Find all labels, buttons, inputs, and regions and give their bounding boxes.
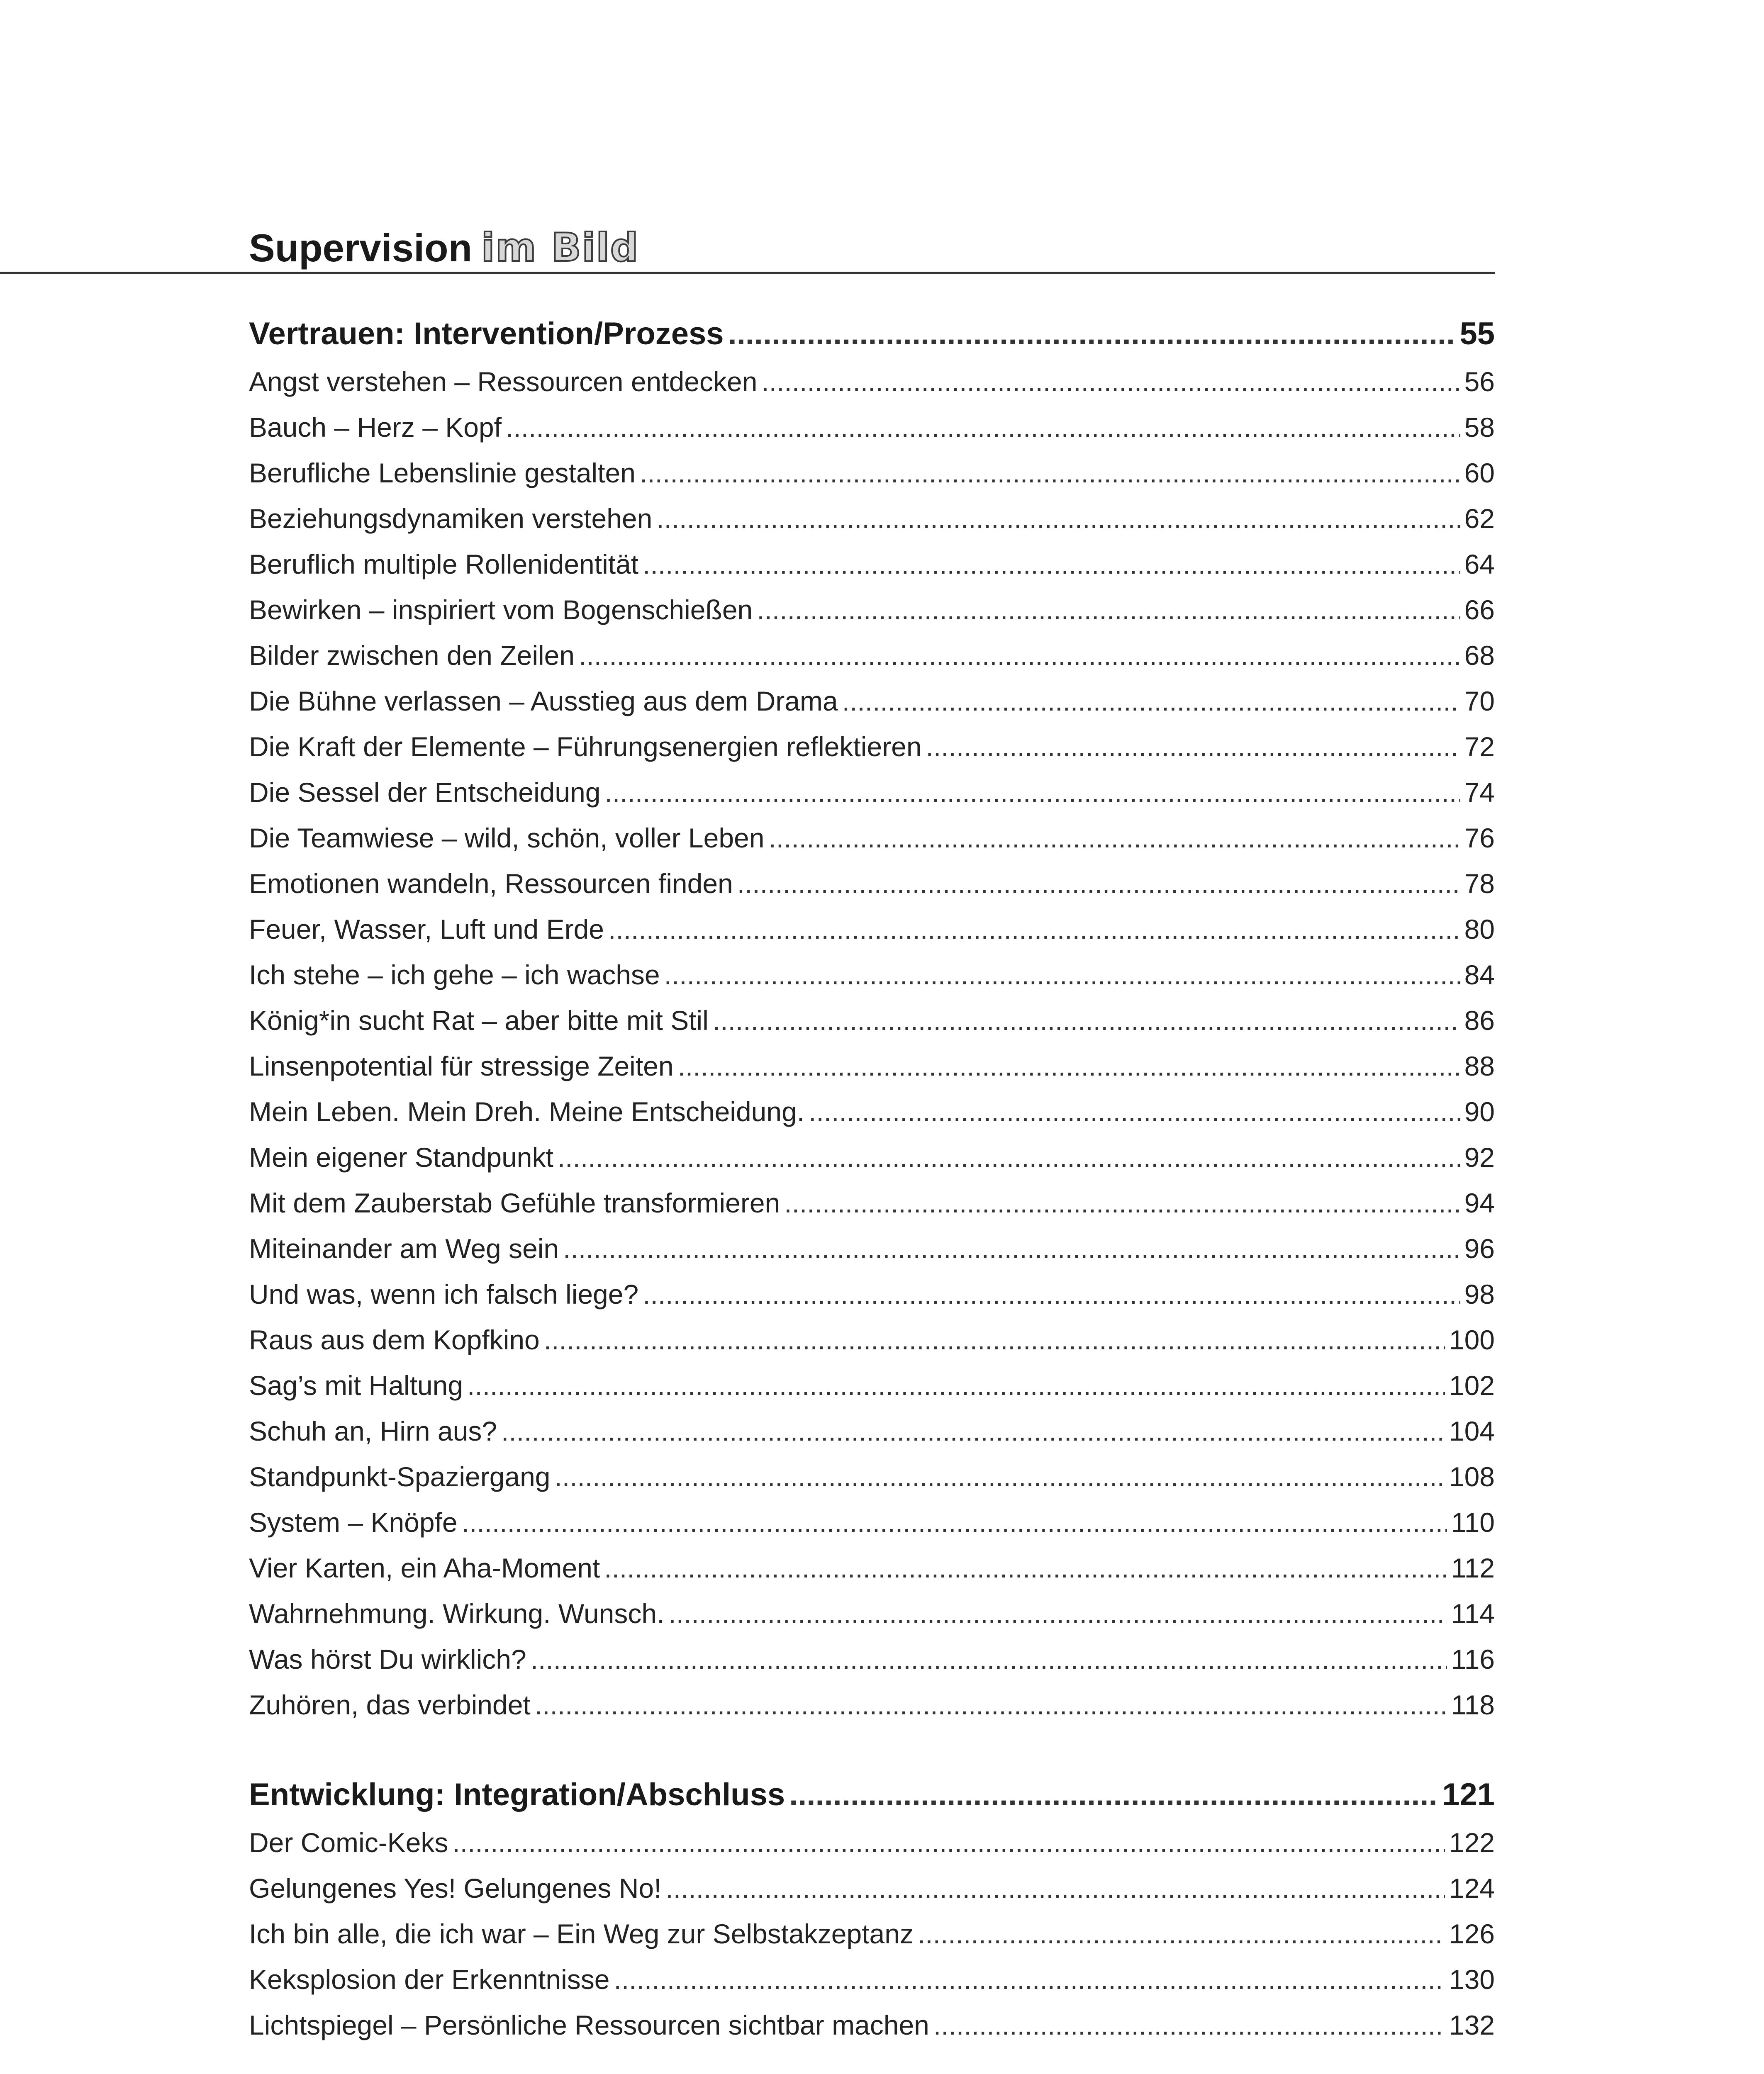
entry-page-number: 94: [1464, 1188, 1495, 1218]
entry-title: Bauch – Herz – Kopf: [249, 412, 502, 443]
entry-title: Raus aus dem Kopfkino: [249, 1324, 540, 1355]
entry-title: System – Knöpfe: [249, 1507, 458, 1538]
entry-title: Beruflich multiple Rollenidentität: [249, 549, 639, 579]
entry-page-number: 62: [1464, 503, 1495, 534]
dot-leader: [579, 633, 1460, 678]
entry-title: Linsenpotential für stressige Zeiten: [249, 1051, 674, 1081]
dot-leader: [452, 1820, 1445, 1865]
toc-entry[interactable]: [249, 906, 1495, 952]
dot-leader: [665, 1865, 1445, 1911]
entry-title: Sag’s mit Haltung: [249, 1370, 463, 1401]
dot-leader: [467, 1363, 1445, 1408]
dot-leader: [614, 1957, 1445, 2002]
entry-page-number: 84: [1464, 959, 1495, 990]
entry-page-number: 74: [1464, 777, 1495, 808]
toc-entry[interactable]: [249, 861, 1495, 906]
book-title: Supervision: [249, 226, 473, 270]
entry-page-number: 92: [1464, 1142, 1495, 1173]
toc-entry[interactable]: [249, 359, 1495, 404]
toc-section: [249, 309, 1495, 1728]
toc-section-heading: [249, 1770, 1495, 1820]
dot-leader: [544, 1317, 1445, 1363]
section-page-number: 121: [1442, 1777, 1495, 1812]
entry-title: Berufliche Lebenslinie gestalten: [249, 458, 636, 488]
entry-page-number: 70: [1464, 686, 1495, 716]
entry-page-number: 58: [1464, 412, 1495, 443]
toc-entry[interactable]: [249, 769, 1495, 815]
toc-entry[interactable]: [249, 1591, 1495, 1636]
dot-leader: [664, 952, 1460, 998]
entry-page-number: 122: [1449, 1827, 1495, 1858]
entry-page-number: 104: [1449, 1416, 1495, 1446]
toc-entry[interactable]: [249, 450, 1495, 496]
entry-title: Feuer, Wasser, Luft und Erde: [249, 914, 604, 944]
table-of-contents: [249, 309, 1495, 2048]
entry-title: Was hörst Du wirklich?: [249, 1644, 526, 1675]
entry-title: Bewirken – inspiriert vom Bogenschießen: [249, 594, 753, 625]
entry-title: Bilder zwischen den Zeilen: [249, 640, 575, 671]
toc-entry[interactable]: [249, 998, 1495, 1043]
dot-leader: [728, 309, 1456, 359]
entry-title: Mit dem Zauberstab Gefühle transformieren: [249, 1188, 780, 1218]
entry-page-number: 90: [1464, 1096, 1495, 1127]
dot-leader: [713, 998, 1460, 1043]
dot-leader: [789, 1770, 1438, 1820]
entry-page-number: 64: [1464, 549, 1495, 579]
toc-entry[interactable]: [249, 496, 1495, 541]
entry-title: Wahrnehmung. Wirkung. Wunsch.: [249, 1598, 665, 1629]
entry-page-number: 68: [1464, 640, 1495, 671]
entry-title: Ich stehe – ich gehe – ich wachse: [249, 959, 660, 990]
toc-entry[interactable]: [249, 587, 1495, 633]
toc-entry[interactable]: [249, 1865, 1495, 1911]
dot-leader: [643, 1271, 1460, 1317]
toc-entry[interactable]: [249, 1363, 1495, 1408]
entry-page-number: 78: [1464, 868, 1495, 899]
entry-page-number: 114: [1451, 1598, 1495, 1629]
toc-entry[interactable]: [249, 952, 1495, 998]
toc-entry[interactable]: [249, 1545, 1495, 1591]
dot-leader: [531, 1636, 1447, 1682]
entry-title: Die Bühne verlassen – Ausstieg aus dem Drama: [249, 686, 838, 716]
entry-title: Mein eigener Standpunkt: [249, 1142, 553, 1173]
entry-title: Keksplosion der Erkenntnisse: [249, 1964, 610, 1995]
entry-page-number: 66: [1464, 594, 1495, 625]
header-divider: [0, 272, 1495, 274]
toc-entry[interactable]: [249, 724, 1495, 769]
entry-title: Gelungenes Yes! Gelungenes No!: [249, 1873, 662, 1904]
toc-entry[interactable]: [249, 1957, 1495, 2002]
section-page-number: 55: [1459, 316, 1495, 351]
toc-entry[interactable]: [249, 2002, 1495, 2048]
dot-leader: [678, 1043, 1460, 1089]
entry-page-number: 132: [1449, 2010, 1495, 2040]
dot-leader: [555, 1454, 1445, 1500]
dot-leader: [501, 1408, 1445, 1454]
entry-page-number: 88: [1464, 1051, 1495, 1081]
toc-entry[interactable]: [249, 1271, 1495, 1317]
dot-leader: [918, 1911, 1445, 1957]
entry-title: Die Sessel der Entscheidung: [249, 777, 601, 808]
entry-page-number: 86: [1464, 1005, 1495, 1036]
dot-leader: [605, 769, 1460, 815]
book-title-accent: im Bild: [481, 225, 639, 270]
entry-title: Die Teamwiese – wild, schön, voller Leben: [249, 823, 765, 853]
toc-entry[interactable]: [249, 1134, 1495, 1180]
entry-title: Angst verstehen – Ressourcen entdecken: [249, 366, 758, 397]
running-header: [249, 209, 639, 268]
toc-entry[interactable]: [249, 1911, 1495, 1957]
entry-title: Emotionen wandeln, Ressourcen finden: [249, 868, 733, 899]
entry-page-number: 110: [1451, 1507, 1495, 1538]
entry-page-number: 102: [1449, 1370, 1495, 1401]
entry-title: Mein Leben. Mein Dreh. Meine Entscheidung.: [249, 1096, 805, 1127]
toc-entry[interactable]: [249, 1820, 1495, 1865]
toc-section-heading: [249, 309, 1495, 359]
entry-page-number: 72: [1464, 731, 1495, 762]
toc-entry[interactable]: [249, 1636, 1495, 1682]
dot-leader: [842, 678, 1460, 724]
entry-page-number: 126: [1449, 1918, 1495, 1949]
entry-page-number: 80: [1464, 914, 1495, 944]
entry-title: Zuhören, das verbindet: [249, 1689, 531, 1720]
toc-entry[interactable]: [249, 1317, 1495, 1363]
entry-title: Beziehungsdynamiken verstehen: [249, 503, 653, 534]
entry-title: König*in sucht Rat – aber bitte mit Stil: [249, 1005, 709, 1036]
toc-entry[interactable]: [249, 815, 1495, 861]
toc-entry[interactable]: [249, 1226, 1495, 1271]
toc-entry[interactable]: [249, 1089, 1495, 1134]
dot-leader: [809, 1089, 1460, 1134]
dot-leader: [933, 2002, 1445, 2048]
entry-page-number: 76: [1464, 823, 1495, 853]
entry-title: Lichtspiegel – Persönliche Ressourcen sichtbar machen: [249, 2010, 929, 2040]
dot-leader: [784, 1180, 1460, 1226]
dot-leader: [558, 1134, 1460, 1180]
dot-leader: [643, 541, 1460, 587]
dot-leader: [761, 359, 1460, 404]
toc-entry[interactable]: [249, 1500, 1495, 1545]
entry-title: Vier Karten, ein Aha-Moment: [249, 1553, 600, 1583]
entry-page-number: 130: [1449, 1964, 1495, 1995]
toc-entry[interactable]: [249, 1408, 1495, 1454]
toc-entry[interactable]: [249, 541, 1495, 587]
entry-page-number: 98: [1464, 1279, 1495, 1310]
entry-page-number: 96: [1464, 1233, 1495, 1264]
section-title: Vertrauen: Intervention/Prozess: [249, 316, 724, 351]
toc-entry[interactable]: [249, 633, 1495, 678]
toc-entry[interactable]: [249, 1043, 1495, 1089]
dot-leader: [640, 450, 1460, 496]
dot-leader: [656, 496, 1460, 541]
toc-entry[interactable]: [249, 1180, 1495, 1226]
dot-leader: [757, 587, 1460, 633]
dot-leader: [608, 906, 1460, 952]
toc-entry[interactable]: [249, 404, 1495, 450]
dot-leader: [563, 1226, 1460, 1271]
dot-leader: [604, 1545, 1447, 1591]
entry-title: Miteinander am Weg sein: [249, 1233, 559, 1264]
entry-page-number: 108: [1449, 1461, 1495, 1492]
toc-entry[interactable]: [249, 678, 1495, 724]
dot-leader: [535, 1682, 1447, 1728]
dot-leader: [768, 815, 1460, 861]
entry-page-number: 116: [1451, 1644, 1495, 1675]
entry-page-number: 124: [1449, 1873, 1495, 1904]
entry-page-number: 56: [1464, 366, 1495, 397]
dot-leader: [926, 724, 1460, 769]
dot-leader: [506, 404, 1460, 450]
entry-title: Der Comic-Keks: [249, 1827, 448, 1858]
entry-page-number: 112: [1451, 1553, 1495, 1583]
entry-title: Ich bin alle, die ich war – Ein Weg zur Selbstakzeptanz: [249, 1918, 914, 1949]
dot-leader: [668, 1591, 1447, 1636]
toc-section: [249, 1770, 1495, 2048]
dot-leader: [462, 1500, 1447, 1545]
toc-entry[interactable]: [249, 1454, 1495, 1500]
section-title: Entwicklung: Integration/Abschluss: [249, 1777, 785, 1812]
toc-entry[interactable]: [249, 1682, 1495, 1728]
entry-page-number: 60: [1464, 458, 1495, 488]
dot-leader: [737, 861, 1460, 906]
entry-title: Schuh an, Hirn aus?: [249, 1416, 497, 1446]
entry-page-number: 118: [1451, 1689, 1495, 1720]
entry-page-number: 100: [1449, 1324, 1495, 1355]
entry-title: Die Kraft der Elemente – Führungsenergien reflektieren: [249, 731, 922, 762]
entry-title: Und was, wenn ich falsch liege?: [249, 1279, 639, 1310]
entry-title: Standpunkt-Spaziergang: [249, 1461, 551, 1492]
